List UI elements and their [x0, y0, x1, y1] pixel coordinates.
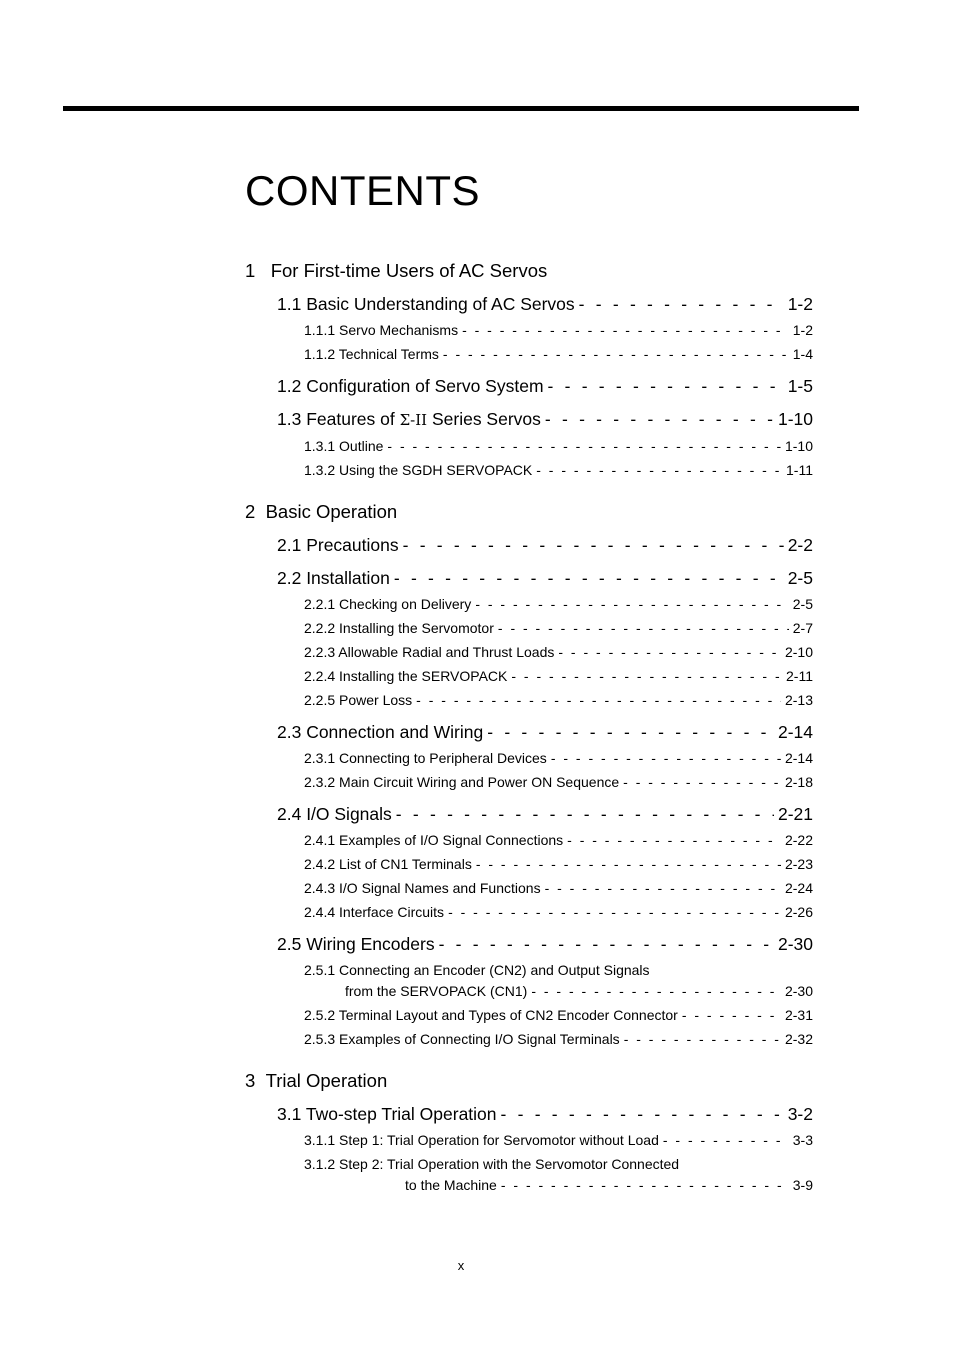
toc-page: 2-23 — [784, 856, 813, 872]
toc-entry[interactable] — [304, 645, 813, 659]
sigma-series-mark: Σ-II — [399, 411, 428, 429]
toc-page: 2-14 — [784, 750, 813, 766]
toc-entry[interactable] — [277, 806, 813, 824]
toc-page: 2-18 — [784, 774, 813, 790]
toc-label: 2.4 I/O Signals — [277, 804, 392, 824]
leader-dots — [531, 984, 781, 998]
toc-label: 2.3 Connection and Wiring — [277, 722, 484, 742]
toc-entry[interactable] — [277, 296, 813, 314]
leader-dots — [403, 537, 784, 555]
chapter-heading[interactable] — [245, 503, 397, 522]
toc-page: 1-10 — [777, 409, 813, 429]
toc-label: 1.3.1 Outline — [304, 438, 384, 454]
toc-page: 2-30 — [784, 983, 813, 999]
toc-page: 2-13 — [784, 692, 813, 708]
leader-dots — [536, 463, 782, 477]
toc-entry[interactable] — [277, 1106, 813, 1124]
toc-entry[interactable] — [304, 1133, 813, 1147]
leader-dots — [501, 1106, 784, 1124]
toc-label-prefix: 1.3 Features of — [277, 409, 400, 429]
toc-entry[interactable] — [304, 881, 813, 895]
leader-dots — [476, 857, 781, 871]
toc-label: 2.5.2 Terminal Layout and Types of CN2 Encoder Connector — [304, 1007, 678, 1023]
leader-dots — [548, 378, 784, 396]
chapter-title: Trial Operation — [265, 1070, 388, 1091]
toc-page: 1-2 — [792, 322, 813, 338]
toc-entry[interactable] — [304, 751, 813, 765]
toc-entry[interactable] — [304, 833, 813, 847]
toc-label: 2.2.3 Allowable Radial and Thrust Loads — [304, 644, 555, 660]
toc-label: 2.3.1 Connecting to Peripheral Devices — [304, 750, 547, 766]
chapter-number: 3 — [245, 1070, 256, 1091]
leader-dots — [443, 347, 789, 361]
toc-entry[interactable] — [304, 693, 813, 707]
toc-page: 2-10 — [784, 644, 813, 660]
toc-label: 3.1.1 Step 1: Trial Operation for Servomotor without Load — [304, 1132, 659, 1148]
toc-entry[interactable] — [304, 905, 813, 919]
toc-entry[interactable] — [277, 411, 813, 429]
toc-page: 1-10 — [784, 438, 813, 454]
leader-dots — [545, 881, 781, 895]
leader-dots — [396, 806, 774, 824]
toc-page: 1-5 — [787, 376, 813, 396]
toc-label: 1.3.2 Using the SGDH SERVOPACK — [304, 462, 533, 478]
toc-entry[interactable] — [304, 597, 813, 611]
toc-page: 3-2 — [787, 1104, 813, 1124]
toc-label: 2.4.1 Examples of I/O Signal Connections — [304, 832, 564, 848]
toc-label — [277, 411, 541, 429]
page-number: x — [457, 1258, 465, 1273]
toc-page: 2-7 — [792, 620, 813, 636]
toc-page: 2-31 — [784, 1007, 813, 1023]
chapter-number: 2 — [245, 501, 256, 522]
leader-dots — [558, 645, 781, 659]
toc-entry[interactable] — [277, 537, 813, 555]
toc-label: from the SERVOPACK (CN1) — [345, 983, 528, 999]
toc-entry[interactable] — [277, 936, 813, 954]
leader-dots — [511, 669, 782, 683]
toc-entry[interactable] — [277, 378, 813, 396]
toc-page: 2-2 — [787, 535, 813, 555]
toc-entry[interactable] — [277, 724, 813, 742]
toc-page: 1-11 — [786, 462, 813, 478]
toc-page: 2-5 — [792, 596, 813, 612]
toc-label: 2.2.1 Checking on Delivery — [304, 596, 472, 612]
toc-entry[interactable] — [304, 439, 813, 453]
leader-dots — [567, 833, 781, 847]
toc-label: 1.1.1 Servo Mechanisms — [304, 322, 459, 338]
toc-label: 2.2 Installation — [277, 568, 390, 588]
toc-label: 2.2.5 Power Loss — [304, 692, 413, 708]
toc-page: 2-30 — [777, 934, 813, 954]
toc-entry[interactable] — [304, 347, 813, 361]
leader-dots — [462, 323, 789, 337]
toc-label: 1.1.2 Technical Terms — [304, 346, 439, 362]
toc-label: 2.3.2 Main Circuit Wiring and Power ON Sequence — [304, 774, 620, 790]
toc-label: 2.2.2 Installing the Servomotor — [304, 620, 494, 636]
toc-entry[interactable] — [304, 1032, 813, 1046]
toc-label: 2.5 Wiring Encoders — [277, 934, 435, 954]
toc-label: 2.4.4 Interface Circuits — [304, 904, 445, 920]
toc-entry[interactable] — [304, 775, 813, 789]
leader-dots — [416, 693, 781, 707]
leader-dots — [545, 411, 774, 429]
toc-page: 2-22 — [784, 832, 813, 848]
toc-label: 1.2 Configuration of Servo System — [277, 376, 544, 396]
toc-entry[interactable] — [277, 570, 813, 588]
toc-label: 2.5.1 Connecting an Encoder (CN2) and Output Signals — [304, 962, 650, 978]
chapter-title: Basic Operation — [265, 501, 398, 522]
toc-page: 2-14 — [777, 722, 813, 742]
chapter-title: For First-time Users of AC Servos — [270, 260, 548, 281]
toc-page: 3-3 — [792, 1132, 813, 1148]
toc-label: 1.1 Basic Understanding of AC Servos — [277, 294, 575, 314]
toc-page: 2-24 — [784, 880, 813, 896]
toc-entry[interactable] — [304, 463, 813, 477]
toc-label: 2.4.3 I/O Signal Names and Functions — [304, 880, 541, 896]
toc-entry[interactable] — [304, 857, 813, 871]
leader-dots — [487, 724, 774, 742]
toc-label: 3.1.2 Step 2: Trial Operation with the Servomotor Connected — [304, 1156, 680, 1172]
leader-dots — [624, 1032, 781, 1046]
leader-dots — [551, 751, 781, 765]
chapter-number: 1 — [245, 260, 256, 281]
toc-label-suffix: Series Servos — [427, 409, 541, 429]
leader-dots — [448, 905, 781, 919]
toc-entry-line1[interactable] — [304, 963, 650, 977]
top-rule — [63, 106, 859, 111]
toc-label: 3.1 Two-step Trial Operation — [277, 1104, 497, 1124]
leader-dots — [475, 597, 788, 611]
leader-dots — [682, 1008, 781, 1022]
toc-page: 1-4 — [792, 346, 813, 362]
toc-entry[interactable] — [345, 984, 813, 998]
leader-dots — [387, 439, 781, 453]
leader-dots — [498, 621, 789, 635]
toc-entry[interactable] — [304, 669, 813, 683]
chapter-heading[interactable] — [245, 262, 547, 281]
toc-page: 2-26 — [784, 904, 813, 920]
leader-dots — [579, 296, 784, 314]
toc-entry[interactable] — [405, 1178, 813, 1192]
toc-page: 2-5 — [787, 568, 813, 588]
chapter-heading[interactable] — [245, 1072, 387, 1091]
leader-dots — [663, 1133, 789, 1147]
leader-dots — [501, 1178, 789, 1192]
leader-dots — [623, 775, 781, 789]
leader-dots — [439, 936, 774, 954]
toc-page: 2-32 — [784, 1031, 813, 1047]
toc-entry[interactable] — [304, 1008, 813, 1022]
toc-label: to the Machine — [405, 1177, 497, 1193]
toc-page: 2-21 — [777, 804, 813, 824]
toc-page: 2-11 — [786, 668, 813, 684]
toc-entry-line1[interactable] — [304, 1157, 679, 1171]
toc-page: 1-2 — [787, 294, 813, 314]
page-title: CONTENTS — [245, 167, 480, 214]
toc-label: 2.4.2 List of CN1 Terminals — [304, 856, 472, 872]
toc-label: 2.5.3 Examples of Connecting I/O Signal Terminals — [304, 1031, 620, 1047]
toc-entry[interactable] — [304, 621, 813, 635]
leader-dots — [394, 570, 784, 588]
toc-entry[interactable] — [304, 323, 813, 337]
toc-page: 3-9 — [792, 1177, 813, 1193]
toc-label: 2.2.4 Installing the SERVOPACK — [304, 668, 508, 684]
toc-label: 2.1 Precautions — [277, 535, 399, 555]
